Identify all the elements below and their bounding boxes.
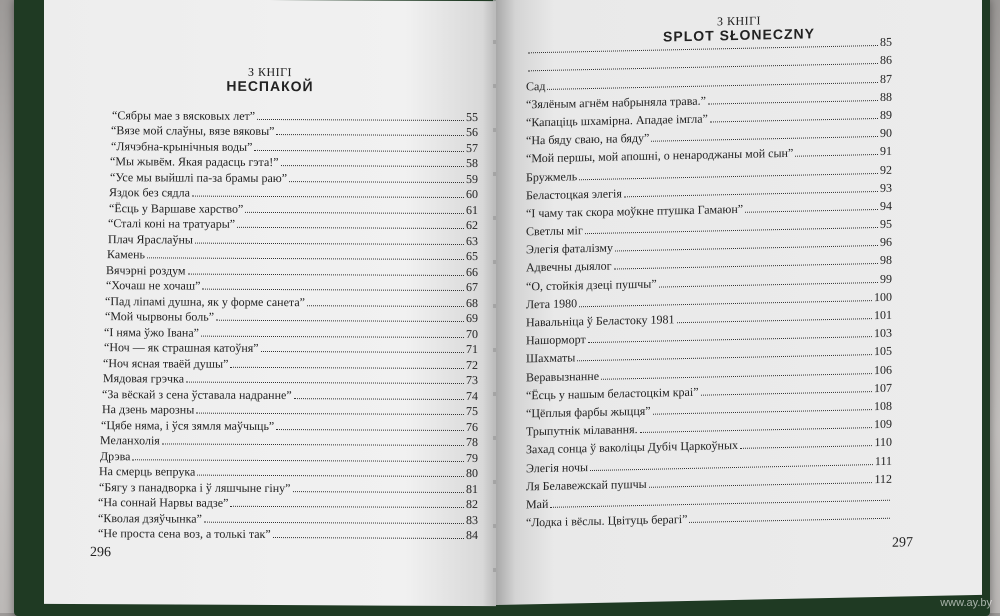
toc-entry-title: “Мы жывём. Якая радасць гэта!” xyxy=(110,154,281,170)
toc-entry xyxy=(98,340,478,357)
toc-entry-title: На дзень марозны xyxy=(102,402,196,417)
toc-leader-dots xyxy=(701,391,872,396)
toc-entry-title: Яздок без сядла xyxy=(109,185,192,200)
toc-leader-dots xyxy=(708,100,878,105)
toc-entry xyxy=(98,510,478,527)
toc-entry xyxy=(98,479,478,496)
toc-leader-dots xyxy=(197,475,464,477)
toc-entry-title: Захад сонца ў ваколіцы Дубіч Царкоўных xyxy=(526,438,740,457)
toc-leader-dots xyxy=(710,118,878,123)
toc-entry-title: Бружмель xyxy=(526,169,579,185)
right-page xyxy=(496,0,982,605)
toc-entry-title: “Капаціць шхамірна. Ападае імгла” xyxy=(526,111,710,130)
toc-entry-title: “Мой чырвоны боль” xyxy=(105,309,216,325)
toc-entry-page: 95 xyxy=(878,217,892,232)
toc-entry-title: Лета 1980 xyxy=(526,296,579,312)
toc-entry-title: “Мой першы, мой апошні, о ненароджаны мой сын” xyxy=(526,146,795,167)
toc-entry-title: “О, стойкія дзеці пушчы” xyxy=(526,276,659,294)
toc-leader-dots xyxy=(188,273,464,275)
toc-entry-page: 59 xyxy=(464,172,478,187)
toc-entry-title: “Сябры мае з вясковых лет” xyxy=(112,108,257,124)
toc-leader-dots xyxy=(740,445,872,449)
toc-entry-page: 73 xyxy=(464,373,478,388)
toc-entry-title: Мядовая грэчка xyxy=(103,371,186,386)
toc-entry-page: 81 xyxy=(464,482,478,497)
toc-leader-dots xyxy=(294,398,464,400)
toc-entry-title: “Хочаш не хочаш” xyxy=(106,278,202,294)
toc-entry-page: 65 xyxy=(464,249,478,264)
toc-entry-page: 98 xyxy=(878,253,892,268)
toc-entry-title: “Ноч — як страшная катоўня” xyxy=(104,340,261,356)
toc-entry-title: Элегія ночы xyxy=(526,460,590,476)
toc-leader-dots xyxy=(281,165,464,167)
toc-entry-page: 87 xyxy=(878,71,892,86)
toc-entry-page: 111 xyxy=(873,453,892,468)
toc-entry-page: 78 xyxy=(464,435,478,450)
toc-leader-dots xyxy=(677,318,873,323)
toc-entry-page: 71 xyxy=(464,342,478,357)
toc-entry-page: 86 xyxy=(878,53,892,68)
toc-entry-page: 89 xyxy=(878,108,892,123)
toc-entry-page: 80 xyxy=(464,466,478,481)
toc-entry-title: “Кволая дзяўчынка” xyxy=(98,511,204,527)
toc-entry-title: Плач Яраслаўны xyxy=(108,232,195,247)
toc-leader-dots xyxy=(196,413,464,415)
toc-entry-title: Вячэрні роздум xyxy=(106,263,188,278)
toc-entry-page: 91 xyxy=(878,144,892,159)
toc-entry-page: 108 xyxy=(872,399,892,414)
toc-leader-dots xyxy=(186,382,464,384)
toc-leader-dots xyxy=(261,351,464,353)
toc-entry-title: “Зялёным агнём набрыняла трава.” xyxy=(526,93,708,112)
toc-entry-page: 109 xyxy=(872,417,892,432)
right-toc-list xyxy=(526,32,892,531)
toc-entry-page: 83 xyxy=(464,513,478,528)
toc-entry-page: 56 xyxy=(464,125,478,140)
toc-entry-page: 85 xyxy=(878,35,892,50)
toc-entry-title: Ля Белавежскай пушчы xyxy=(526,476,649,494)
toc-entry xyxy=(98,324,478,341)
toc-entry-page: 88 xyxy=(878,89,892,104)
toc-entry-title: “Цёплыя фарбы жыцця” xyxy=(526,404,653,422)
toc-entry xyxy=(98,417,478,434)
toc-entry-title: “І чаму так скора моўкне птушка Гамаюн” xyxy=(526,202,745,222)
toc-entry xyxy=(98,123,478,140)
toc-entry-title: Трыпутнік мілавання. xyxy=(526,422,640,439)
toc-entry-page: 67 xyxy=(464,280,478,295)
toc-leader-dots xyxy=(273,537,464,539)
right-page-number: 297 xyxy=(892,535,913,551)
toc-leader-dots xyxy=(201,335,464,337)
toc-entry-page: 107 xyxy=(872,380,892,395)
toc-entry-page: 68 xyxy=(464,296,478,311)
toc-entry xyxy=(98,293,478,310)
watermark: www.ay.by xyxy=(940,597,992,609)
toc-leader-dots xyxy=(293,491,465,493)
toc-entry xyxy=(98,371,478,388)
toc-entry-page: 57 xyxy=(464,141,478,156)
left-section-title: НЕСПАКОЙ xyxy=(44,78,496,96)
toc-entry-title: Камень xyxy=(107,247,147,262)
toc-leader-dots xyxy=(216,320,464,322)
toc-entry-title: Веравызнанне xyxy=(526,368,601,385)
toc-entry xyxy=(98,402,478,419)
left-page-number: 296 xyxy=(90,545,111,561)
toc-entry-page: 69 xyxy=(464,311,478,326)
toc-entry xyxy=(98,355,478,372)
toc-entry-page: 70 xyxy=(464,327,478,342)
toc-entry-page: 60 xyxy=(464,187,478,202)
toc-entry-title: “Цябе няма, і ўся зямля маўчыць” xyxy=(101,418,276,434)
toc-entry-page: 92 xyxy=(878,162,892,177)
toc-leader-dots xyxy=(132,459,464,462)
left-toc-list xyxy=(98,107,478,543)
toc-entry xyxy=(98,169,478,186)
toc-entry-page: 101 xyxy=(872,308,892,323)
toc-entry-title: Сад xyxy=(526,78,547,93)
toc-entry-title: “І няма ўжо Івана” xyxy=(104,325,201,341)
toc-entry-page: 100 xyxy=(872,290,892,305)
toc-leader-dots xyxy=(254,149,464,151)
toc-entry-title: “Лодка і вёслы. Цвітуць берагі” xyxy=(526,512,689,530)
toc-entry-page: 96 xyxy=(878,235,892,250)
toc-leader-dots xyxy=(230,506,464,508)
left-section-label: З КНІГІ xyxy=(44,65,496,81)
toc-leader-dots xyxy=(195,242,464,244)
toc-entry-page: 110 xyxy=(872,435,892,450)
toc-entry xyxy=(98,309,478,326)
toc-entry xyxy=(98,231,478,248)
toc-entry-page: 94 xyxy=(878,199,892,214)
toc-entry-title: Меланхолія xyxy=(100,433,162,448)
toc-entry-title: Светлы міг xyxy=(526,223,585,239)
left-section-heading xyxy=(44,65,496,96)
toc-entry-page: 58 xyxy=(464,156,478,171)
toc-entry xyxy=(98,526,478,543)
toc-entry-page: 82 xyxy=(464,497,478,512)
toc-entry-page: 79 xyxy=(464,451,478,466)
toc-entry-page: 62 xyxy=(464,218,478,233)
toc-entry-title: Дрэва xyxy=(100,449,132,464)
toc-entry-title: Навальніца ў Беластоку 1981 xyxy=(526,312,677,330)
toc-leader-dots xyxy=(202,289,464,291)
toc-entry-title: На смерць вепрука xyxy=(99,464,197,480)
toc-entry-title: “Вязе мой слаўны, вязе вяковы” xyxy=(111,123,276,139)
toc-entry-title: “За вёскай з сена ўставала надранне” xyxy=(102,387,294,403)
toc-entry-page: 99 xyxy=(878,271,892,286)
toc-entry-title: Беластоцкая элегія xyxy=(526,186,624,203)
toc-leader-dots xyxy=(689,518,890,523)
toc-entry-page: 55 xyxy=(464,110,478,125)
toc-entry-title: “Сталі коні на тратуары” xyxy=(108,216,237,232)
toc-entry-title: Нашорморт xyxy=(526,332,588,348)
toc-leader-dots xyxy=(147,257,464,260)
toc-entry-title: Май xyxy=(526,497,550,513)
toc-entry xyxy=(98,278,478,295)
left-page xyxy=(44,0,496,606)
toc-entry-page: 105 xyxy=(872,344,892,359)
toc-entry xyxy=(98,185,478,202)
right-section-label: З КНІГІ xyxy=(496,10,982,33)
toc-entry-page: 72 xyxy=(464,358,478,373)
toc-entry xyxy=(98,216,478,233)
toc-entry xyxy=(98,386,478,403)
toc-entry-title: “Пад ліпамі душна, як у форме санета” xyxy=(105,294,307,310)
toc-entry-title: “Не проста сена воз, а толькі так” xyxy=(98,526,273,542)
toc-entry-title: “Ноч ясная тваёй душы” xyxy=(103,356,230,372)
toc-entry-page: 63 xyxy=(464,234,478,249)
toc-leader-dots xyxy=(257,118,464,120)
toc-entry xyxy=(98,107,478,124)
toc-entry-page: 76 xyxy=(464,420,478,435)
toc-leader-dots xyxy=(276,429,464,431)
toc-leader-dots xyxy=(204,521,464,523)
toc-entry xyxy=(98,138,478,155)
toc-entry-page: 74 xyxy=(464,389,478,404)
toc-leader-dots xyxy=(795,154,878,157)
toc-entry-title: “На бяду сваю, на бяду” xyxy=(526,131,651,149)
toc-leader-dots xyxy=(245,211,464,213)
toc-entry-page: 93 xyxy=(878,180,892,195)
toc-entry-page: 61 xyxy=(464,203,478,218)
toc-leader-dots xyxy=(289,181,464,183)
toc-leader-dots xyxy=(276,134,464,136)
toc-entry xyxy=(98,200,478,217)
toc-entry xyxy=(98,464,478,481)
toc-entry xyxy=(98,433,478,450)
right-section-title: SPLOT SŁONECZNY xyxy=(496,23,982,49)
toc-entry-page: 103 xyxy=(872,326,892,341)
toc-entry-page: 75 xyxy=(464,404,478,419)
toc-leader-dots xyxy=(745,209,878,213)
toc-entry xyxy=(98,495,478,512)
toc-leader-dots xyxy=(237,227,464,229)
toc-entry-title: Элегія фаталізму xyxy=(526,241,615,258)
toc-entry-page: 90 xyxy=(878,126,892,141)
toc-leader-dots xyxy=(162,443,464,446)
toc-entry-page: 66 xyxy=(464,265,478,280)
toc-entry-page: 106 xyxy=(872,362,892,377)
toc-entry-page: 112 xyxy=(872,471,892,486)
toc-entry-title: “На соннай Нарвы вадзе” xyxy=(98,495,230,511)
toc-entry xyxy=(98,262,478,279)
toc-entry-title: Адвечны дыялог xyxy=(526,259,614,276)
toc-entry-title: “Ёсць у нашым беластоцкім краі” xyxy=(526,384,701,403)
toc-leader-dots xyxy=(230,366,464,368)
toc-entry-title: “Лячэбна-крынічныя воды” xyxy=(111,139,254,155)
toc-leader-dots xyxy=(192,196,464,198)
toc-entry-title: “Усе мы выйшлі па-за брамы раю” xyxy=(110,170,289,186)
toc-entry-title: “Ёсць у Варшаве харство” xyxy=(109,201,245,217)
toc-leader-dots xyxy=(307,305,464,307)
toc-entry-title: “Бягу з панадворка і ў ляшчыне гіну” xyxy=(99,480,293,496)
toc-entry xyxy=(98,154,478,171)
toc-entry-page: 84 xyxy=(464,528,478,543)
toc-entry-title: Шахматы xyxy=(526,351,577,367)
